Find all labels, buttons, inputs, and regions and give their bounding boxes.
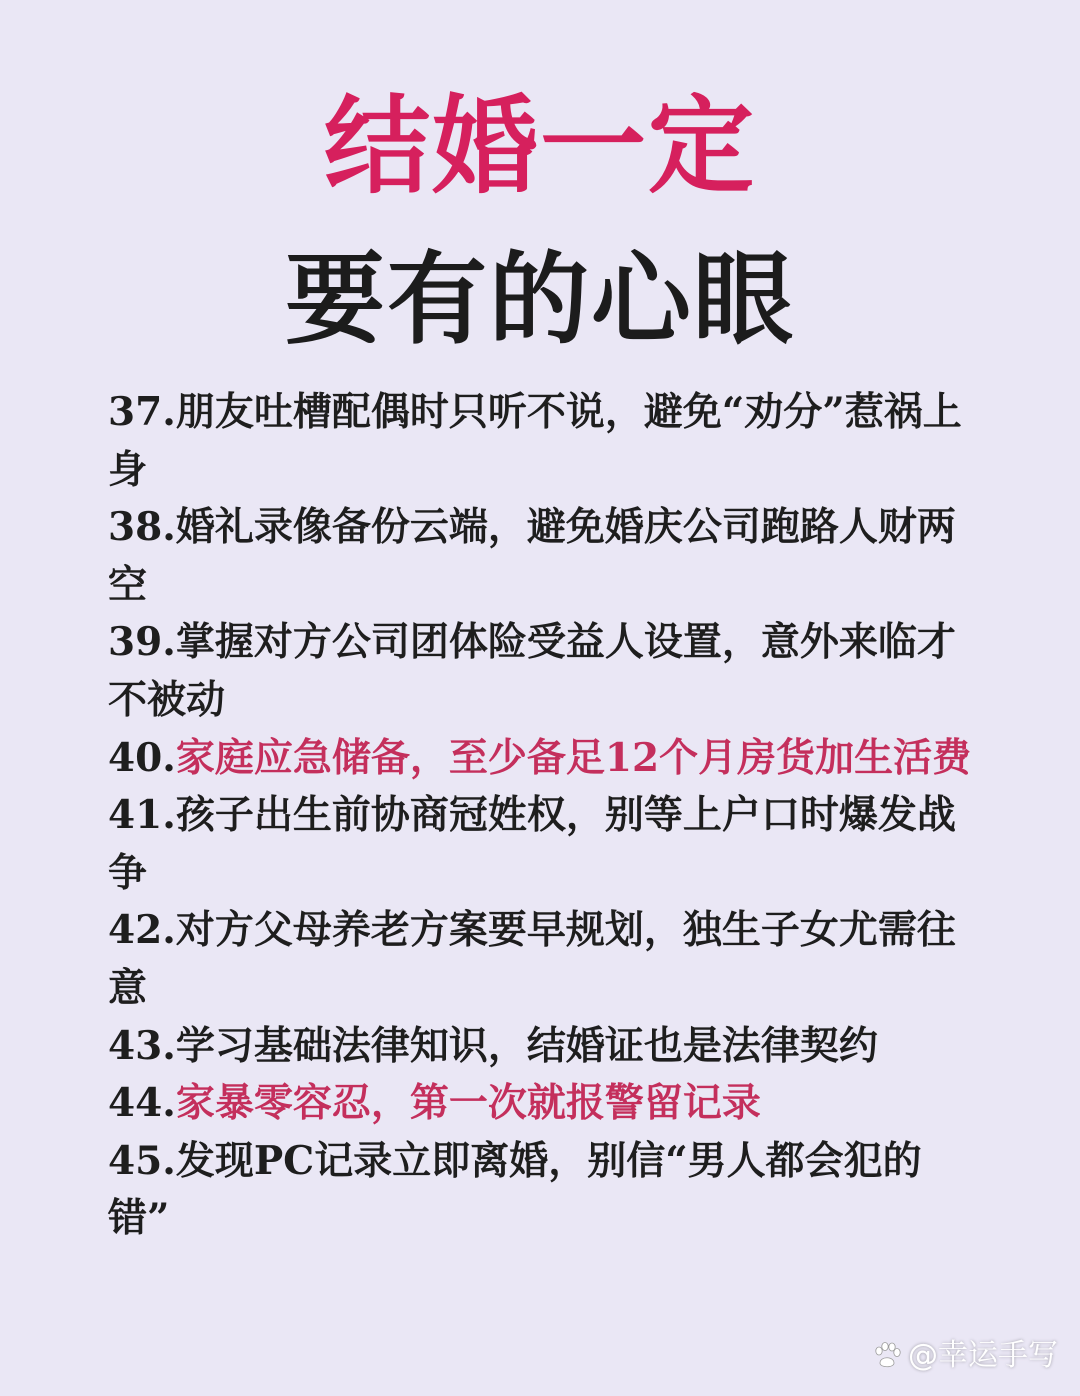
list-item: [108, 1018, 974, 1076]
watermark-text: @幸运手写: [908, 1338, 1058, 1373]
item-number: 45.: [108, 1137, 176, 1184]
list-item-highlighted: [108, 730, 974, 788]
item-text: 掌握对方公司团体险受益人设置，意外来临才不被动: [108, 619, 956, 723]
item-text: 家庭应急储备，至少备足12个月房货加生活费: [175, 734, 972, 781]
item-text: 朋友吐槽配偶时只听不说，避免“劝分”惹祸上身: [108, 389, 962, 493]
item-number: 40.: [108, 734, 176, 781]
watermark: [872, 1338, 1058, 1374]
title-line-2: 要有的心眼: [285, 241, 795, 358]
list-item: [108, 1133, 974, 1248]
item-number: 38.: [108, 504, 176, 551]
item-number: 42.: [108, 907, 176, 954]
list-item: [108, 384, 974, 499]
item-text: 对方父母养老方案要早规划，独生子女尤需往意: [108, 907, 956, 1011]
tips-list: [108, 384, 974, 1248]
item-number: 39.: [108, 619, 176, 666]
list-item: [108, 614, 974, 729]
item-text: 婚礼录像备份云端，避免婚庆公司跑路人财两空: [108, 504, 956, 608]
title-line-1: 结婚一定: [324, 85, 756, 208]
item-number: 43.: [108, 1022, 176, 1069]
list-item-highlighted: [108, 1075, 974, 1133]
item-text: 发现PC记录立即离婚，别信“男人都会犯的错”: [108, 1137, 922, 1242]
item-text: 学习基础法律知识，结婚证也是法律契约: [175, 1022, 878, 1069]
item-text: 家暴零容忍，第一次就报警留记录: [175, 1080, 761, 1127]
item-text: 孩子出生前协商冠姓权，别等上户口时爆发战争: [108, 792, 956, 896]
list-item: [108, 902, 974, 1017]
item-number: 37.: [108, 389, 176, 435]
list-item: [108, 787, 974, 902]
paw-logo-icon: [872, 1341, 902, 1371]
item-number: 44.: [108, 1080, 176, 1127]
list-item: [108, 499, 974, 614]
item-number: 41.: [108, 792, 176, 839]
